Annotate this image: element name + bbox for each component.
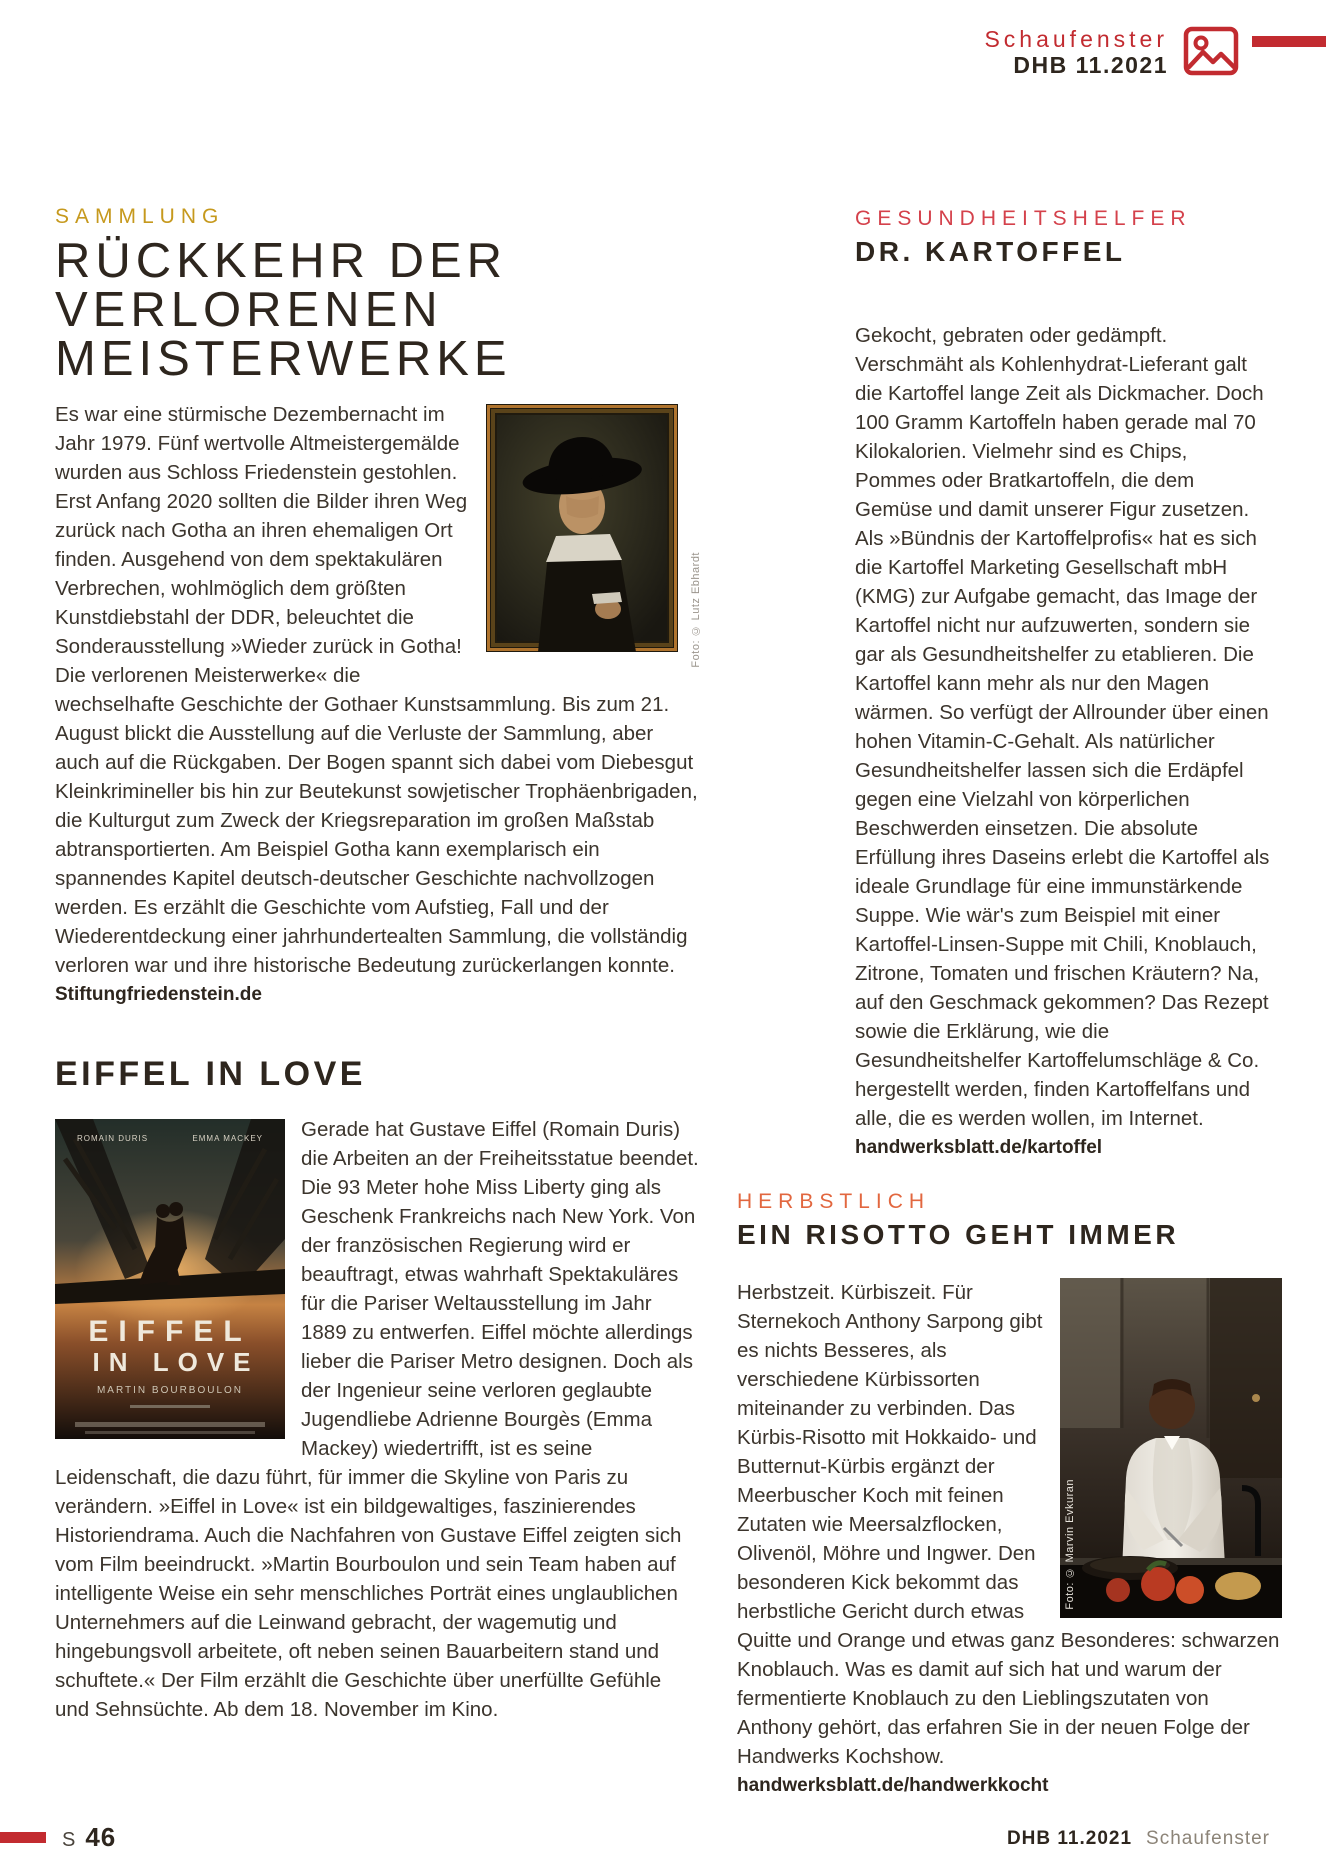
- poster-actor-left: ROMAIN DURIS: [77, 1134, 149, 1143]
- top-right-red-rule: [1252, 36, 1326, 47]
- eiffel-title: EIFFEL IN LOVE: [55, 1055, 366, 1093]
- sammlung-title-line2: VERLORENEN MEISTERWERKE: [55, 283, 512, 386]
- eiffel-body: Gerade hat Gustave Eiffel (Romain Duris) die Arbeiten an der Freiheitsstatue beendet. Die 93 Meter hohe Miss Liberty ging als Geschenk Frankreichs nach New York. Von der französischen Regierung wird er beauftragt, etwas wahrhaft Spektakuläres für die Pariser Weltausstellung im Jahr 1889 zu entwerfen. Eiffel möchte allerdings lieber die Pariser Metro designen. Doch als der Ingenieur seine verloren geglaubte Jugendliebe Adrienne Bourgès (Emma Mackey) wiedertrifft, ist es seine Leidenschaft, die dazu führt, für immer die Skyline von Paris zu verändern. »Eiffel in Love« ist ein bildgewaltiges, faszinierendes Historiendrama. Auch die Nachfahren von Gustave Eiffel zeigten sich vom Film beeindruckt. »Martin Bourboulon und sein Team haben auf intelligente Weise ein sehr menschliches Porträt eines unglaublichen Unternehmers auf die Leinwand gebracht, der wagemutig und hingebungsvoll arbeitete, oft neben seinen Bauarbeitern stand und schuftete.« Der Film erzählt die Geschichte über unerfüllte Gefühle und Sehnsüchte. Ab dem 18. November im Kino.: [55, 1118, 699, 1721]
- risotto-link[interactable]: handwerksblatt.de/handwerkkocht: [737, 1775, 1049, 1796]
- painting-photo-credit: Foto: © Lutz Ebhardt: [690, 552, 702, 668]
- footer-issue-info: [1007, 1828, 1270, 1850]
- sammlung-link[interactable]: Stiftungfriedenstein.de: [55, 984, 262, 1005]
- kartoffel-body: Gekocht, gebraten oder gedämpft. Verschmäht als Kohlenhydrat-Lieferant galt die Kartoffel lange Zeit als Dickmacher. Doch 100 Gramm Kartoffeln haben gerade mal 70 Kilokalorien. Vielmehr sind es Chips, Pommes oder Bratkartoffeln, die dem Gemüse und damit unserer Figur zusetzen. Als »Bündnis der Kartoffelprofis« hat es sich die Kartoffel Marketing Gesellschaft mbH (KMG) zur Aufgabe gemacht, das Image der Kartoffel nicht nur aufzuwerten, sondern sie gar als Gesundheitshelfer zu etablieren. Die Kartoffel kann mehr als nur den Magen wärmen. So verfügt der Allrounder über einen hohen Vitamin-C-Gehalt. Als natürlicher Gesundheitshelfer lassen sich die Erdäpfel gegen eine Vielzahl von körperlichen Beschwerden einsetzen. Die absolute Erfüllung ihres Daseins erlebt die Kartoffel als ideale Grundlage für eine immunstärkende Suppe. Wie wär's zum Beispiel mit einer Kartoffel-Linsen-Suppe mit Chili, Knoblauch, Zitrone, Tomaten und frischen Kräutern? Na, auf den Geschmack gekommen? Das Rezept sowie die Erklärung, wie die Gesundheitshelfer Kartoffelumschläge & Co. hergestellt werden, finden Kartoffelfans und alle, die es werden wollen, im Internet.: [855, 324, 1270, 1130]
- footer-section-label: Schaufenster: [1146, 1828, 1270, 1849]
- painting-figure: [486, 404, 700, 670]
- poster-title-line2: IN LOVE: [92, 1347, 260, 1377]
- risotto-kicker: HERBSTLICH: [737, 1190, 931, 1213]
- chef-photo-credit: Foto: © Marvin Evkuran: [1064, 1479, 1076, 1610]
- kartoffel-link[interactable]: handwerksblatt.de/kartoffel: [855, 1137, 1103, 1158]
- picture-icon: [1182, 25, 1240, 79]
- eiffel-article: [55, 1115, 700, 1724]
- kartoffel-title: DR. KARTOFFEL: [855, 236, 1126, 267]
- masthead-issue-label: DHB 11.2021: [1013, 52, 1168, 78]
- risotto-title: EIN RISOTTO GEHT IMMER: [737, 1219, 1180, 1250]
- sammlung-title: [55, 234, 700, 386]
- bottom-left-red-rule: [0, 1832, 46, 1843]
- chef-photo-figure: [1060, 1278, 1282, 1618]
- sammlung-body: Es war eine stürmische Dezembernacht im Jahr 1979. Fünf wertvolle Altmeistergemälde wurden aus Schloss Friedenstein gestohlen. Erst Anfang 2020 sollten die Bilder ihren Weg zurück nach Gotha an ihren ehemaligen Ort finden. Ausgehend von dem spektakulären Verbrechen, wohlmöglich dem größten Kunstdiebstahl der DDR, beleuchtet die Sonderausstellung »Wieder zurück in Gotha! Die verlorenen Meisterwerke« die wechselhafte Geschichte der Gothaer Kunstsammlung. Bis zum 21. August blickt die Ausstellung auf die Verluste der Sammlung, aber auch auf die Rückgaben. Der Bogen spannt sich dabei vom Diebesgut Kleinkrimineller bis hin zur Beutekunst sowjetischer Trophäenbrigaden, die Kulturgut zum Zweck der Kriegsreparation im großen Maßstab abtransportierten. Am Beispiel Gotha kann exemplarisch ein spannendes Kapitel deutsch-deutscher Geschichte nachvollzogen werden. Es erzählt die Geschichte vom Aufstieg, Fall und der Wiederentdeckung einer jahrhundertealten Sammlung, die vollständig verloren war und ihre historische Bedeutung zurückerlangen konnte.: [55, 403, 698, 977]
- risotto-body: Herbstzeit. Kürbiszeit. Für Sternekoch Anthony Sarpong gibt es nichts Besseres, als verschiedene Kürbissorten miteinander zu verbinden. Das Kürbis-Risotto mit Hokkaido- und Butternut-Kürbis ergänzt der Meerbuscher Koch mit feinen Zutaten wie Meersalzflocken, Olivenöl, Möhre und Ingwer. Den besonderen Kick bekommt das herbstliche Gericht durch etwas Quitte und Orange und etwas ganz Besonderes: schwarzen Knoblauch. Was es damit auf sich hat und warum der fermentierte Knoblauch zu den Lieblingszutaten von Anthony gehört, das erfahren Sie in der neuen Folge der Handwerks Kochshow.: [737, 1281, 1280, 1768]
- eiffel-movie-poster-image: [55, 1119, 285, 1439]
- chef-cooking-image: [1060, 1278, 1282, 1618]
- masthead: [984, 26, 1168, 79]
- poster-actor-right: EMMA MACKEY: [192, 1134, 263, 1143]
- masthead-section-label: Schaufenster: [984, 26, 1168, 52]
- kartoffel-article: [855, 207, 1270, 1162]
- footer-page-number: 46: [85, 1822, 117, 1852]
- footer-page-prefix: S: [62, 1829, 78, 1851]
- footer-issue-label: DHB 11.2021: [1006, 1828, 1133, 1849]
- risotto-body-wrap: [737, 1278, 1282, 1800]
- sammlung-title-line1: RÜCKKEHR DER: [55, 234, 508, 288]
- kartoffel-kicker: GESUNDHEITSHELFER: [855, 207, 1192, 230]
- sammlung-kicker: SAMMLUNG: [55, 205, 225, 228]
- risotto-article: [737, 1190, 1282, 1800]
- old-master-painting-image: [486, 404, 700, 652]
- left-column: [55, 205, 700, 1724]
- poster-director: MARTIN BOURBOULON: [96, 1385, 244, 1396]
- poster-title-line1: EIFFEL: [88, 1315, 252, 1348]
- sammlung-article: [55, 400, 700, 1009]
- footer-page-indicator: [62, 1822, 116, 1853]
